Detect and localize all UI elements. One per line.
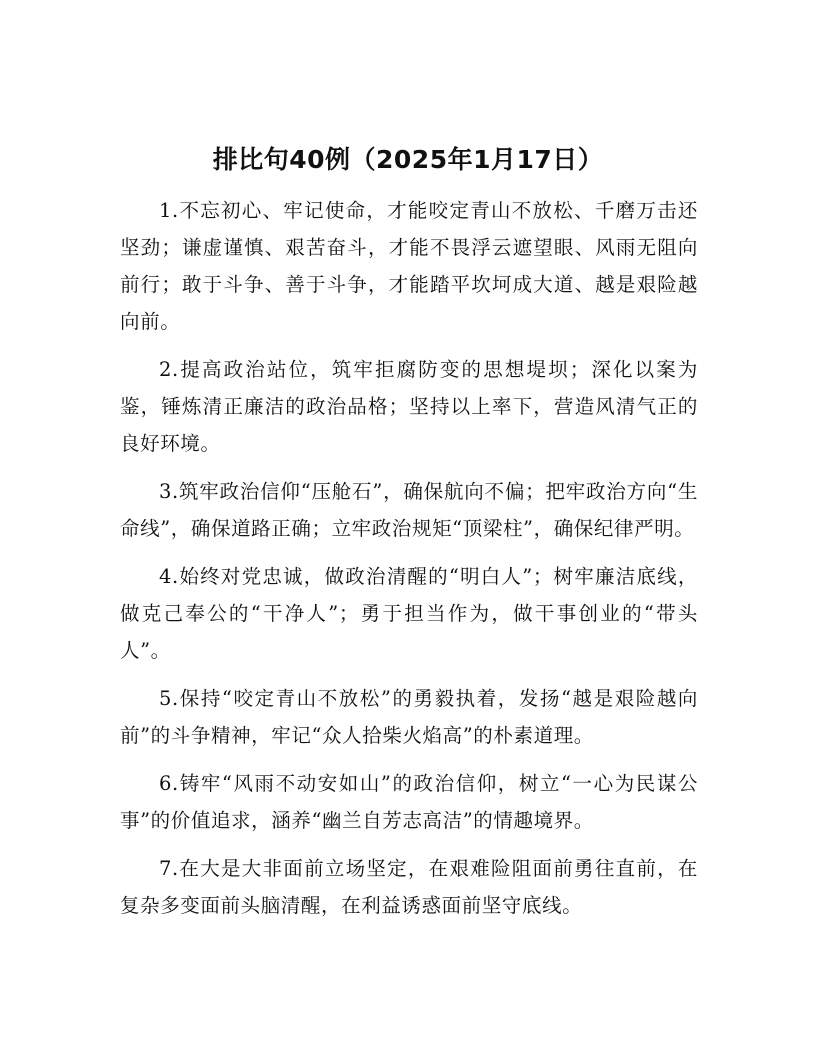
paragraph-6: 6.铸牢“风雨不动安如山”的政治信仰，树立“一心为民谋公事”的价值追求，涵养“幽兰自芳志高洁”的情趣境界。 [120,772,698,832]
document-body [120,192,698,935]
paragraph-5: 5.保持“咬定青山不放松”的勇毅执着，发扬“越是艰险越向前”的斗争精神，牢记“众人拾柴火焰高”的朴素道理。 [120,687,698,747]
paragraph-3: 3.筑牢政治信仰“压舱石”，确保航向不偏；把牢政治方向“生命线”，确保道路正确；立牢政治规矩“顶梁柱”，确保纪律严明。 [120,480,698,540]
paragraph-4: 4.始终对党忠诚，做政治清醒的“明白人”；树牢廉洁底线，做克己奉公的“干净人”；勇于担当作为，做干事创业的“带头人”。 [120,565,698,662]
paragraph-7: 7.在大是大非面前立场坚定，在艰难险阻面前勇往直前，在复杂多变面前头脑清醒，在利益诱惑面前坚守底线。 [120,857,698,917]
paragraph-2: 2.提高政治站位，筑牢拒腐防变的思想堤坝；深化以案为鉴，锤炼清正廉洁的政治品格；坚持以上率下，营造风清气正的良好环境。 [120,358,698,455]
document-title: 排比句40例（2025年1月17日） [212,145,604,174]
paragraph-1: 1.不忘初心、牢记使命，才能咬定青山不放松、千磨万击还坚劲；谦虚谨慎、艰苦奋斗，才能不畏浮云遮望眼、风雨无阻向前行；敢于斗争、善于斗争，才能踏平坎坷成大道、越是艰险越向前。 [120,199,698,333]
